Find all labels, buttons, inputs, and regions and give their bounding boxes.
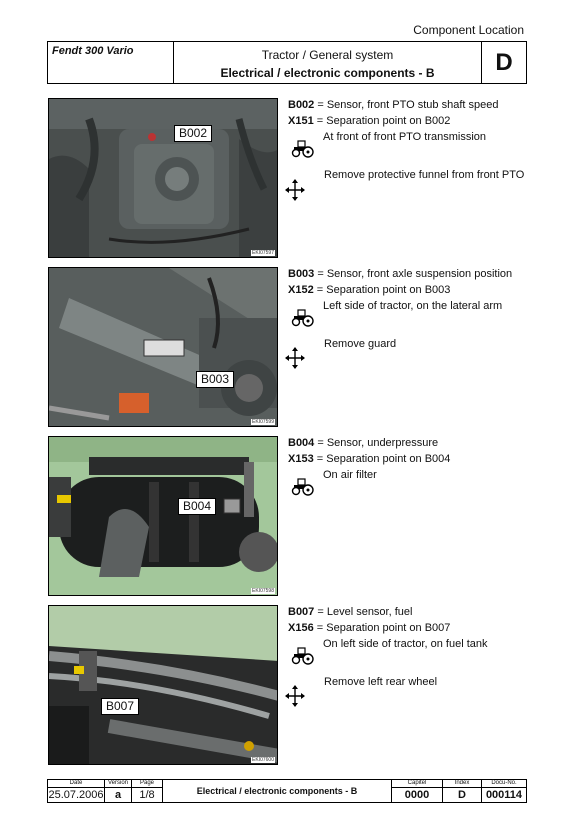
location-text: On left side of tractor, on fuel tank: [323, 638, 488, 650]
photo-code: EKI07600: [252, 757, 274, 763]
component-desc-b002: B002 = Sensor, front PTO stub shaft speed X151 = Separation point on B002 At front of front PTO transmission: [288, 97, 538, 145]
footer-index: D: [443, 788, 482, 803]
footer-title: Electrical / electronic components - B: [163, 780, 392, 803]
sep-desc: Separation point on B003: [326, 284, 451, 296]
photo-b002: [48, 98, 278, 258]
footer-page: 1/8: [132, 788, 163, 803]
sep-desc: Separation point on B007: [326, 622, 451, 634]
photo-label: B003: [196, 371, 234, 388]
docu-caption: Docu-No.: [482, 780, 527, 788]
move-arrows-icon: [284, 178, 306, 202]
footer-chapter: 0000: [392, 788, 443, 803]
component-desc-b004: B004 = Sensor, underpressure X153 = Separation point on B004 On air filter: [288, 435, 538, 483]
version-caption: Version: [105, 780, 132, 788]
header-titles: [174, 42, 482, 83]
sensor-desc: Sensor, front axle suspension position: [326, 268, 513, 280]
action-text: Remove protective funnel from front PTO: [324, 169, 525, 181]
sensor-desc: Sensor, front PTO stub shaft speed: [326, 99, 499, 111]
photo-label: B004: [178, 498, 216, 515]
sep-code: X152: [288, 284, 314, 296]
tractor-icon: [289, 307, 315, 327]
footer-docu: 000114: [482, 788, 527, 803]
component-desc-b003: B003 = Sensor, front axle suspension position X152 = Separation point on B003 Left side of tractor, on the lateral arm: [288, 266, 538, 314]
footer-date: 25.07.2006: [48, 789, 104, 801]
tractor-icon: [289, 476, 315, 496]
page-caption: Page: [132, 780, 163, 788]
location-text: Left side of tractor, on the lateral arm: [323, 300, 503, 312]
sensor-code: B004: [288, 437, 315, 449]
action-text: Remove guard: [324, 338, 397, 350]
sep-code: X156: [288, 622, 314, 634]
chapter-caption: Capitel: [392, 780, 443, 788]
photo-b007: [48, 605, 278, 765]
sep-desc: Separation point on B004: [326, 453, 451, 465]
footer-version: a: [105, 788, 132, 803]
tractor-icon: [289, 645, 315, 665]
sensor-code: B002: [288, 99, 315, 111]
sep-code: X151: [288, 115, 314, 127]
document-header: [47, 41, 527, 84]
move-arrows-icon: [284, 346, 306, 370]
header-title-line1: Tractor / General system: [261, 48, 394, 62]
photo-code: EKI07597: [252, 250, 274, 256]
move-arrows-icon: [284, 684, 306, 708]
date-caption: Date: [48, 780, 105, 788]
photo-b003: [48, 267, 278, 427]
location-text: At front of front PTO transmission: [323, 131, 487, 143]
model-name: Fendt 300 Vario: [48, 42, 174, 83]
sep-desc: Separation point on B002: [326, 115, 451, 127]
sensor-code: B007: [288, 606, 315, 618]
photo-code: EKI07599: [252, 419, 274, 425]
index-caption: Index: [443, 780, 482, 788]
photo-code: EKI07598: [252, 588, 274, 594]
sensor-code: B003: [288, 268, 315, 280]
action-text: Remove left rear wheel: [324, 676, 438, 688]
sensor-desc: Sensor, underpressure: [326, 437, 439, 449]
photo-b004: [48, 436, 278, 596]
sep-code: X153: [288, 453, 314, 465]
sensor-desc: Level sensor, fuel: [326, 606, 413, 618]
section-label: Component Location: [413, 23, 524, 37]
photo-label: B007: [101, 698, 139, 715]
photo-label: B002: [174, 125, 212, 142]
location-text: On air filter: [323, 469, 377, 481]
document-footer: [47, 779, 527, 803]
component-desc-b007: B007 = Level sensor, fuel X156 = Separation point on B007 On left side of tractor, on fuel tank: [288, 604, 538, 652]
tractor-icon: [289, 138, 315, 158]
chapter-letter: D: [495, 48, 513, 76]
header-title-line2: Electrical / electronic components - B: [220, 66, 435, 80]
